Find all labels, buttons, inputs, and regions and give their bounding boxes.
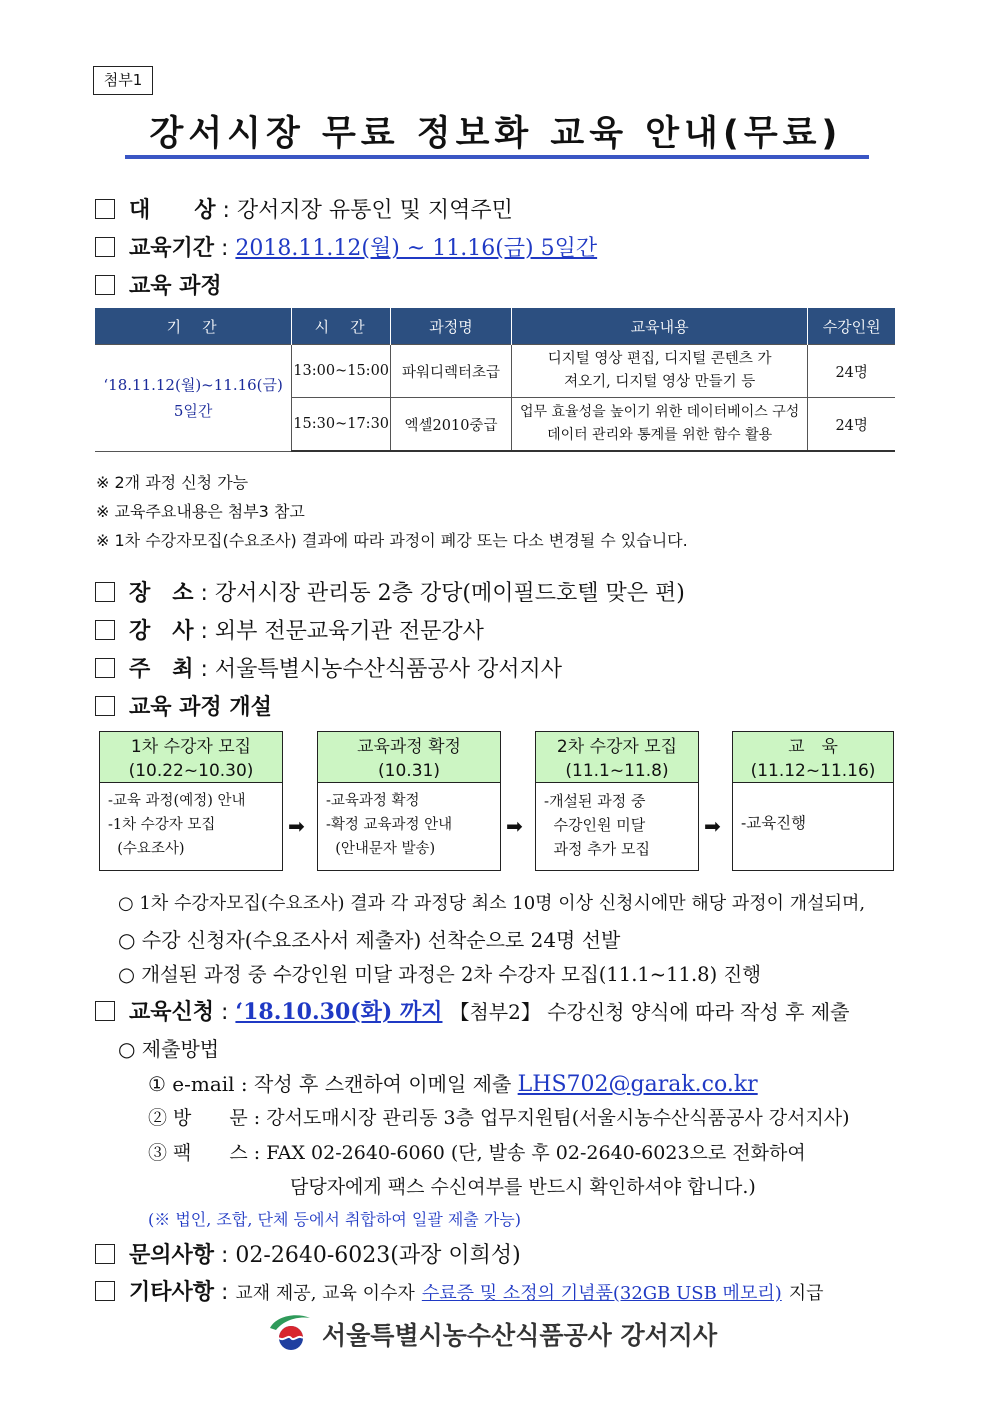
inquiry-row: 문의사항 : 02-2640-6023(과장 이희성) (95, 1238, 521, 1269)
content-cell (511, 345, 807, 398)
flow-step-body (733, 783, 893, 841)
arrow-right-icon: ➡ (288, 814, 305, 838)
period-cell (95, 345, 292, 452)
flow-step-header (100, 732, 282, 783)
etc-label: 기타사항 (129, 1280, 215, 1305)
visit-row: ② 방 문 : 강서도매시장 관리동 3층 업무지원팀(서울시농수산식품공사 강서지사) (148, 1107, 850, 1129)
etc-prefix: 교재 제공, 교육 이수자 (235, 1283, 415, 1304)
apply-rest: 【첨부2】 수강신청 양식에 따라 작성 후 제출 (449, 1000, 850, 1024)
course-cell: 파워디렉터초급 (391, 345, 512, 398)
checkbox-icon (95, 658, 115, 678)
place-label: 장 소 (129, 581, 194, 606)
flow-step-title: 교육과정 확정 (357, 737, 461, 757)
content-cell (511, 398, 807, 452)
bullet-line: ○ 1차 수강자모집(수요조사) 결과 각 과정당 최소 10명 이상 신청시에만 해당 과정이 개설되며, (118, 893, 866, 914)
inquiry-value: 02-2640-6023(과장 이희성) (235, 1243, 521, 1268)
fax-label: ③ 팩 스 (148, 1142, 248, 1164)
group-note: (※ 법인, 조합, 단체 등에서 취합하여 일괄 제출 가능) (148, 1210, 522, 1229)
org-logo-icon (266, 1308, 312, 1354)
flow-step-line: 수강인원 미달 (544, 816, 646, 834)
course-cell: 엑셀2010중급 (391, 398, 512, 452)
checkbox-icon (95, 199, 115, 219)
apply-deadline: ‘18.10.30(화) 까지 (235, 999, 443, 1025)
flow-step-header (733, 732, 893, 783)
checkbox-icon (95, 1244, 115, 1264)
flow-step-body (100, 783, 282, 867)
checkbox-icon (95, 620, 115, 640)
email-label: ① e-mail (148, 1072, 235, 1096)
etc-highlight: 수료증 및 소정의 기념품(32GB USB 메모리) (421, 1283, 782, 1304)
checkbox-icon (95, 1001, 115, 1021)
bullet-line: ○ 수강 신청자(수요조사서 제출자) 선착순으로 24명 선발 (118, 928, 621, 952)
content-line: 데이터 관리와 통계를 위한 함수 활용 (547, 427, 773, 443)
flow-step-3 (535, 731, 699, 871)
email-link[interactable]: LHS702@garak.co.kr (517, 1072, 758, 1097)
header-course: 과정명 (391, 308, 512, 345)
target-label: 대 상 (129, 198, 216, 223)
footer-org-name: 서울특별시농수산식품공사 강서지사 (322, 1321, 718, 1350)
open-label: 교육 과정 개설 (129, 695, 272, 720)
note: ※ 교육주요내용은 첨부3 참고 (96, 502, 305, 521)
header-time: 시 간 (292, 308, 391, 345)
title-underline (125, 155, 869, 159)
flow-step-title: 교 육 (788, 737, 838, 757)
note: ※ 2개 과정 신청 가능 (96, 473, 249, 492)
host-label: 주 최 (129, 657, 194, 682)
header-count: 수강인원 (808, 308, 895, 345)
visit-label: ② 방 문 (148, 1107, 248, 1129)
table-header-row (95, 308, 895, 345)
content-line: 져오기, 디지털 영상 만들기 등 (564, 374, 756, 390)
header-content: 교육내용 (511, 308, 807, 345)
header-period: 기 간 (95, 308, 292, 345)
visit-text: 강서도매시장 관리동 3층 업무지원팀(서울시농수산식품공사 강서지사) (266, 1107, 850, 1129)
arrow-right-icon: ➡ (704, 814, 721, 838)
count-cell: 24명 (808, 345, 895, 398)
flow-step-date: (10.31) (378, 761, 440, 781)
checkbox-icon (95, 1281, 115, 1301)
email-row: ① e-mail : 작성 후 스캔하여 이메일 제출 LHS702@garak.co.kr (148, 1072, 758, 1097)
flow-step-line: -교육 과정(예정) 안내 (108, 793, 246, 809)
flow-step-body (536, 783, 698, 867)
flow-step-line: 과정 추가 모집 (544, 840, 651, 858)
flow-step-date: (10.22~10.30) (128, 761, 254, 781)
checkbox-icon (95, 582, 115, 602)
checkbox-icon (95, 696, 115, 716)
content-line: 디지털 영상 편집, 디지털 콘텐츠 가 (547, 351, 772, 367)
flow-step-4 (732, 731, 894, 871)
place-value: 강서시장 관리동 2층 강당(메이필드호텔 맞은 편) (214, 581, 685, 606)
lecturer-label: 강 사 (129, 619, 194, 644)
flow-step-date: (11.1~11.8) (565, 761, 669, 781)
apply-label: 교육신청 (129, 1000, 215, 1025)
flow-step-header (318, 732, 500, 783)
fax-row: ③ 팩 스 : FAX 02-2640-6060 (단, 발송 후 02-2640-6023으로 전화하여 (148, 1142, 806, 1164)
lecturer-value: 외부 전문교육기관 전문강사 (214, 619, 484, 644)
flow-step-line: -1차 수강자 모집 (108, 817, 216, 833)
lecturer-row: 강 사 : 외부 전문교육기관 전문강사 (95, 614, 484, 645)
course-label: 교육 과정 (129, 274, 222, 299)
flow-step-line: -개설된 과정 중 (544, 792, 646, 810)
flow-step-title: 2차 수강자 모집 (556, 737, 678, 757)
email-text: 작성 후 스캔하여 이메일 제출 (254, 1072, 512, 1096)
attachment-tag: 첨부1 (93, 66, 153, 95)
note: ※ 1차 수강자모집(수요조사) 결과에 따라 과정이 폐강 또는 다소 변경될 수 있습니다. (96, 531, 688, 550)
etc-suffix: 지급 (788, 1283, 824, 1304)
flow-step-header (536, 732, 698, 783)
time-cell: 13:00~15:00 (292, 345, 391, 398)
period-cell-line2: 5일간 (173, 401, 213, 420)
flow-step-2 (317, 731, 501, 871)
flow-step-title: 1차 수강자 모집 (130, 737, 252, 757)
checkbox-icon (95, 237, 115, 257)
open-row (95, 690, 272, 721)
count-cell: 24명 (808, 398, 895, 452)
flow-step-date: (11.12~11.16) (750, 761, 876, 781)
time-cell: 15:30~17:30 (292, 398, 391, 452)
table-row (95, 345, 895, 398)
period-row: 교육기간 : 2018.11.12(월) ~ 11.16(금) 5일간 (95, 231, 597, 262)
fax-text-cont: 담당자에게 팩스 수신여부를 반드시 확인하셔야 합니다.) (290, 1176, 756, 1198)
page-title: 강서시장 무료 정보화 교육 안내(무료) (149, 114, 843, 154)
etc-row: 기타사항 : 교재 제공, 교육 이수자 수료증 및 소정의 기념품(32GB USB 메모리) 지급 (95, 1275, 824, 1306)
host-value: 서울특별시농수산식품공사 강서지사 (214, 657, 562, 682)
flow-step-line: -교육진행 (741, 814, 807, 832)
content-line: 업무 효율성을 높이기 위한 데이터베이스 구성 (520, 404, 800, 420)
flow-step-line: (수요조사) (108, 841, 185, 857)
host-row: 주 최 : 서울특별시농수산식품공사 강서지사 (95, 652, 562, 683)
flow-step-line: -확정 교육과정 안내 (326, 817, 453, 833)
place-row: 장 소 : 강서시장 관리동 2층 강당(메이필드호텔 맞은 편) (95, 576, 685, 607)
period-cell-line1: ‘18.11.12(월)~11.16(금) (103, 375, 283, 394)
course-row (95, 269, 222, 300)
period-value: 2018.11.12(월) ~ 11.16(금) 5일간 (235, 236, 598, 261)
flow-step-1 (99, 731, 283, 871)
flow-step-line: -교육과정 확정 (326, 793, 420, 809)
target-value: 강서지장 유통인 및 지역주민 (236, 198, 513, 223)
flow-step-line: (안내문자 발송) (326, 841, 436, 857)
method-title: ○ 제출방법 (118, 1037, 220, 1061)
flow-step-body (318, 783, 500, 867)
apply-row: 교육신청 : ‘18.10.30(화) 까지 【첨부2】 수강신청 양식에 따라 작성 후 제출 (95, 995, 849, 1026)
checkbox-icon (95, 275, 115, 295)
period-label: 교육기간 (129, 236, 215, 261)
inquiry-label: 문의사항 (129, 1243, 215, 1268)
course-table (95, 308, 895, 452)
target-row: 대 상 : 강서지장 유통인 및 지역주민 (95, 193, 513, 224)
fax-text: FAX 02-2640-6060 (단, 발송 후 02-2640-6023으로 전화하여 (266, 1142, 806, 1164)
bullet-line: ○ 개설된 과정 중 수강인원 미달 과정은 2차 수강자 모집(11.1~11.8) 진행 (118, 963, 762, 986)
arrow-right-icon: ➡ (506, 814, 523, 838)
